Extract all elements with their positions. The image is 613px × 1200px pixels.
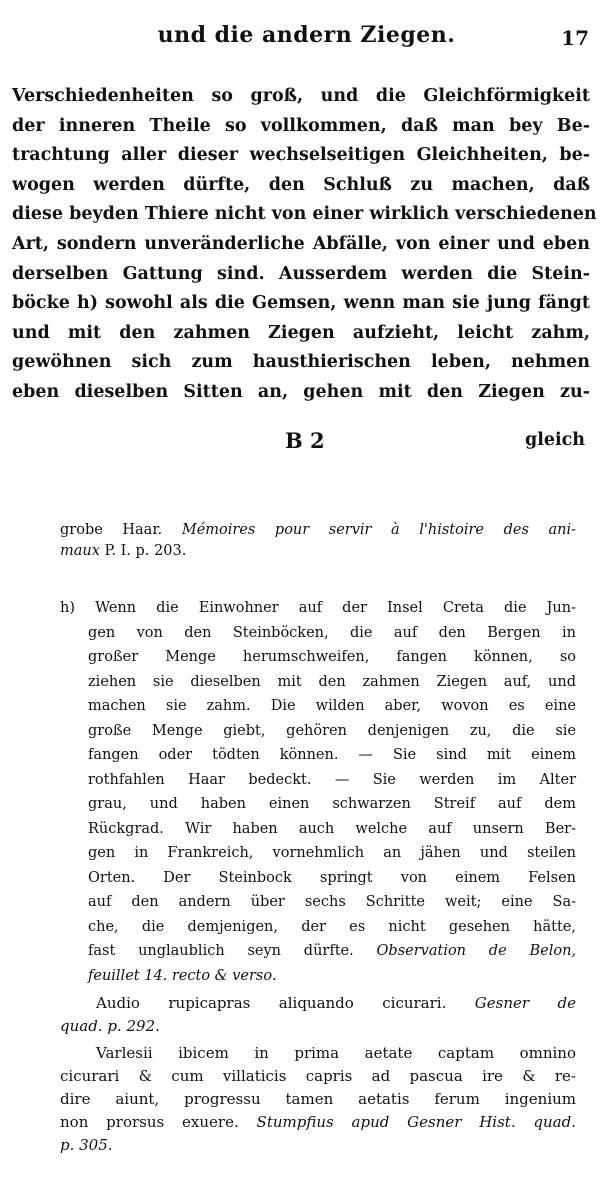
text-line: und mit den zahmen Ziegen aufzieht, leicht zahm, xyxy=(12,322,590,343)
footnote-source: maux xyxy=(60,543,100,559)
footnote-line: auf den andern über sechs Schritte weit; eine Sa- xyxy=(88,894,576,910)
text-line: Art, sondern unveränderliche Abfälle, von einer und eben xyxy=(12,233,590,254)
latin-quote-2 xyxy=(60,1042,576,1157)
footnote-line xyxy=(60,541,576,562)
footnote-line: grau, und haben einen schwarzen Streif auf dem xyxy=(88,796,576,812)
footnote-ref: P. I. p. 203. xyxy=(104,543,187,559)
footnote-source: quad. p. 292. xyxy=(60,1017,160,1035)
text-line: diese beyden Thiere nicht von einer wirklich verschiedenen xyxy=(12,204,597,225)
footnote-line: rothfahlen Haar bedeckt. — Sie werden im Alter xyxy=(88,771,576,788)
footnote-line: großer Menge herumschweifen, fangen können, so xyxy=(88,649,576,665)
text-line: böcke h) sowohl als die Gemsen, wenn man sie jung fängt xyxy=(12,293,590,314)
text-line: wogen werden dürfte, den Schluß zu machen, daß xyxy=(12,174,590,195)
text-line: eben dieselben Sitten an, gehen mit den Ziegen zu- xyxy=(12,381,590,402)
text-line: gewöhnen sich zum hausthierischen leben, nehmen xyxy=(12,352,590,373)
footnote-line: Orten. Der Steinbock springt von einem Felsen xyxy=(88,869,576,886)
sheet-signature: B 2 xyxy=(285,428,325,453)
text-line: trachtung aller dieser wechselseitigen Gleichheiten, be- xyxy=(12,145,590,166)
text-line: der inneren Theile so vollkommen, daß man bey Be- xyxy=(12,115,590,136)
footnote-marker: h) xyxy=(60,600,75,616)
footnote-line xyxy=(60,596,576,621)
footnote-line: ziehen sie dieselben mit den zahmen Ziegen auf, und xyxy=(88,673,576,690)
footnote-line: gen von den Steinböcken, die auf den Bergen in xyxy=(88,624,576,641)
footnote-line: dire aiunt, progressu tamen aetatis ferum ingenium xyxy=(60,1090,576,1108)
footnote-line: Varlesii ibicem in prima aetate captam omnino xyxy=(96,1044,576,1062)
catchword: gleich xyxy=(524,430,585,450)
footnote-text: fast unglaublich seyn dürfte. xyxy=(88,943,354,959)
footnote-source: Gesner de xyxy=(474,994,576,1012)
running-header: und die andern Ziegen. xyxy=(157,22,456,48)
footnote-text: grobe Haar. xyxy=(60,522,163,538)
footnote-line: machen sie zahm. Die wilden aber, wovon es eine xyxy=(88,698,576,714)
footnote-line: Rückgrad. Wir haben auch welche auf unsern Ber- xyxy=(88,820,576,837)
footnote-line: gen in Frankreich, vornehmlich an jähen und steilen xyxy=(88,845,576,861)
footnote-h xyxy=(60,596,576,988)
footnote-text: Wenn die Einwohner auf der Insel Creta die Jun- xyxy=(95,600,576,616)
text-line: derselben Gattung sind. Ausserdem werden die Stein- xyxy=(12,263,590,284)
footnote-line: p. 305. xyxy=(60,1136,113,1154)
footnote-line xyxy=(60,939,576,964)
footnote-line: fangen oder tödten können. — Sie sind mit einem xyxy=(88,747,576,763)
footnote-text: non prorsus exuere. xyxy=(60,1113,239,1131)
page-number: 17 xyxy=(561,26,589,50)
footnote-source: Observation de Belon, xyxy=(376,943,577,959)
footnote-text: Audio rupicapras aliquando cicurari. xyxy=(96,994,447,1012)
footnote-line xyxy=(96,992,576,1015)
footnote-continued xyxy=(60,520,576,562)
footnote-line xyxy=(60,520,576,541)
footnote-line: che, die demjenigen, der es nicht gesehen hätte, xyxy=(88,918,576,935)
footnote-line xyxy=(60,1111,576,1134)
footnote-source: Mémoires pour servir à l'histoire des ani- xyxy=(181,522,576,538)
footnote-source: feuillet 14. recto & verso. xyxy=(88,967,277,984)
main-text xyxy=(12,82,597,408)
text-line: Verschiedenheiten so groß, und die Gleichförmigkeit xyxy=(12,86,590,106)
latin-quote-1 xyxy=(60,992,576,1038)
footnote-line: große Menge giebt, gehören denjenigen zu, die sie xyxy=(88,722,576,739)
footnote-source: Stumpfius apud Gesner Hist. quad. xyxy=(256,1113,576,1131)
footnote-line: cicurari & cum villaticis capris ad pascua ire & re- xyxy=(60,1067,576,1085)
